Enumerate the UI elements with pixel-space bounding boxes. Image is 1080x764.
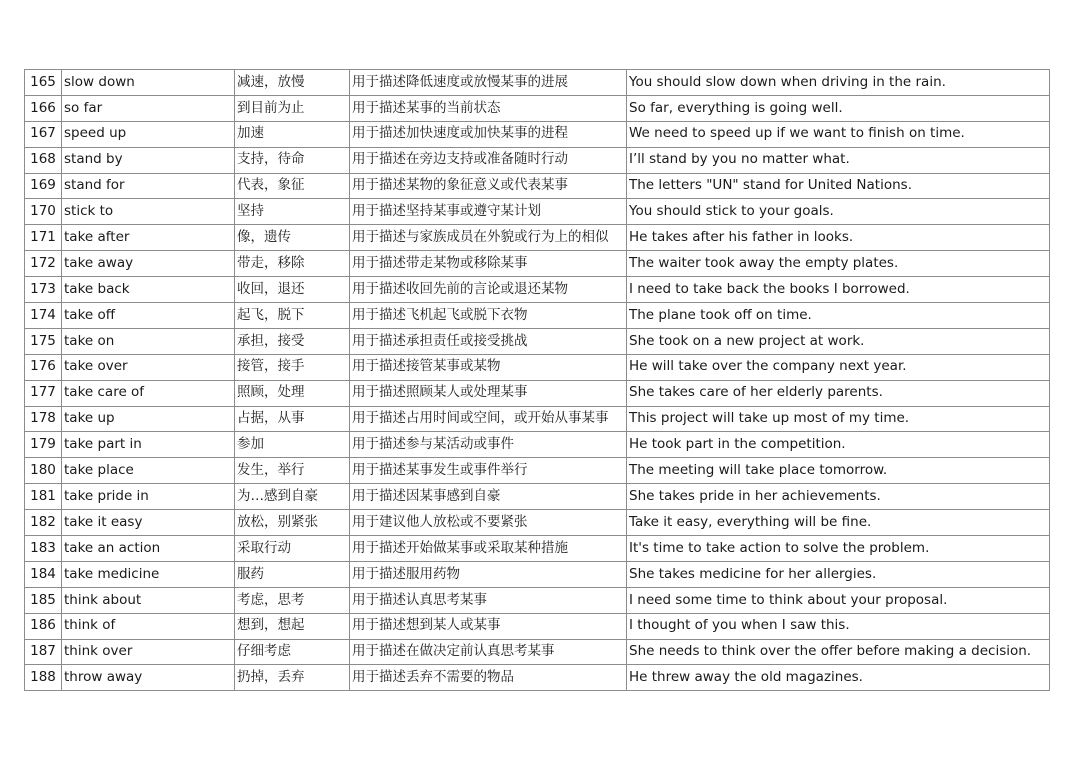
- chinese-meaning: 像，遗传: [235, 225, 350, 251]
- phrase-table: [24, 69, 1050, 691]
- row-number: 169: [25, 173, 62, 199]
- example-sentence: She takes care of her elderly parents.: [627, 380, 1050, 406]
- chinese-meaning: 承担，接受: [235, 328, 350, 354]
- english-phrase: stand for: [62, 173, 235, 199]
- usage-description: 用于描述带走某物或移除某事: [350, 251, 627, 277]
- chinese-meaning: 仔细考虑: [235, 639, 350, 665]
- example-sentence: You should stick to your goals.: [627, 199, 1050, 225]
- english-phrase: throw away: [62, 665, 235, 691]
- row-number: 184: [25, 561, 62, 587]
- row-number: 186: [25, 613, 62, 639]
- chinese-meaning: 发生，举行: [235, 458, 350, 484]
- row-number: 173: [25, 277, 62, 303]
- row-number: 174: [25, 303, 62, 329]
- row-number: 185: [25, 587, 62, 613]
- chinese-meaning: 想到，想起: [235, 613, 350, 639]
- example-sentence: We need to speed up if we want to finish on time.: [627, 121, 1050, 147]
- row-number: 178: [25, 406, 62, 432]
- table-row: [25, 95, 1050, 121]
- usage-description: 用于描述服用药物: [350, 561, 627, 587]
- chinese-meaning: 代表，象征: [235, 173, 350, 199]
- table-row: [25, 458, 1050, 484]
- example-sentence: He threw away the old magazines.: [627, 665, 1050, 691]
- english-phrase: take over: [62, 354, 235, 380]
- english-phrase: think about: [62, 587, 235, 613]
- table-row: [25, 665, 1050, 691]
- example-sentence: This project will take up most of my time.: [627, 406, 1050, 432]
- usage-description: 用于描述想到某人或某事: [350, 613, 627, 639]
- example-sentence: He took part in the competition.: [627, 432, 1050, 458]
- usage-description: 用于描述收回先前的言论或退还某物: [350, 277, 627, 303]
- chinese-meaning: 扔掉，丢弃: [235, 665, 350, 691]
- row-number: 165: [25, 70, 62, 96]
- chinese-meaning: 支持，待命: [235, 147, 350, 173]
- example-sentence: She took on a new project at work.: [627, 328, 1050, 354]
- example-sentence: It's time to take action to solve the problem.: [627, 536, 1050, 562]
- usage-description: 用于描述飞机起飞或脱下衣物: [350, 303, 627, 329]
- table-row: [25, 406, 1050, 432]
- usage-description: 用于描述与家族成员在外貌或行为上的相似: [350, 225, 627, 251]
- english-phrase: take back: [62, 277, 235, 303]
- row-number: 167: [25, 121, 62, 147]
- row-number: 176: [25, 354, 62, 380]
- chinese-meaning: 占据，从事: [235, 406, 350, 432]
- row-number: 188: [25, 665, 62, 691]
- row-number: 172: [25, 251, 62, 277]
- table-row: [25, 173, 1050, 199]
- english-phrase: take off: [62, 303, 235, 329]
- usage-description: 用于描述因某事感到自豪: [350, 484, 627, 510]
- usage-description: 用于描述开始做某事或采取某种措施: [350, 536, 627, 562]
- chinese-meaning: 采取行动: [235, 536, 350, 562]
- chinese-meaning: 起飞，脱下: [235, 303, 350, 329]
- table-row: [25, 328, 1050, 354]
- english-phrase: take care of: [62, 380, 235, 406]
- english-phrase: speed up: [62, 121, 235, 147]
- english-phrase: take after: [62, 225, 235, 251]
- usage-description: 用于描述接管某事或某物: [350, 354, 627, 380]
- english-phrase: take away: [62, 251, 235, 277]
- chinese-meaning: 加速: [235, 121, 350, 147]
- chinese-meaning: 为…感到自豪: [235, 484, 350, 510]
- example-sentence: She takes medicine for her allergies.: [627, 561, 1050, 587]
- english-phrase: so far: [62, 95, 235, 121]
- table-row: [25, 70, 1050, 96]
- example-sentence: I thought of you when I saw this.: [627, 613, 1050, 639]
- row-number: 171: [25, 225, 62, 251]
- english-phrase: take place: [62, 458, 235, 484]
- example-sentence: The waiter took away the empty plates.: [627, 251, 1050, 277]
- example-sentence: He takes after his father in looks.: [627, 225, 1050, 251]
- example-sentence: She needs to think over the offer before making a decision.: [627, 639, 1050, 665]
- chinese-meaning: 减速，放慢: [235, 70, 350, 96]
- example-sentence: She takes pride in her achievements.: [627, 484, 1050, 510]
- phrase-table-body: [25, 70, 1050, 691]
- english-phrase: take up: [62, 406, 235, 432]
- example-sentence: So far, everything is going well.: [627, 95, 1050, 121]
- english-phrase: take it easy: [62, 510, 235, 536]
- usage-description: 用于描述丢弃不需要的物品: [350, 665, 627, 691]
- usage-description: 用于描述占用时间或空间，或开始从事某事: [350, 406, 627, 432]
- example-sentence: You should slow down when driving in the rain.: [627, 70, 1050, 96]
- table-row: [25, 536, 1050, 562]
- english-phrase: think of: [62, 613, 235, 639]
- english-phrase: think over: [62, 639, 235, 665]
- table-row: [25, 380, 1050, 406]
- row-number: 170: [25, 199, 62, 225]
- usage-description: 用于描述在旁边支持或准备随时行动: [350, 147, 627, 173]
- row-number: 181: [25, 484, 62, 510]
- usage-description: 用于描述某物的象征意义或代表某事: [350, 173, 627, 199]
- table-row: [25, 303, 1050, 329]
- chinese-meaning: 照顾，处理: [235, 380, 350, 406]
- english-phrase: take medicine: [62, 561, 235, 587]
- table-row: [25, 484, 1050, 510]
- usage-description: 用于描述加快速度或加快某事的进程: [350, 121, 627, 147]
- table-row: [25, 277, 1050, 303]
- row-number: 182: [25, 510, 62, 536]
- usage-description: 用于描述某事发生或事件举行: [350, 458, 627, 484]
- example-sentence: I need some time to think about your proposal.: [627, 587, 1050, 613]
- chinese-meaning: 接管，接手: [235, 354, 350, 380]
- usage-description: 用于建议他人放松或不要紧张: [350, 510, 627, 536]
- row-number: 166: [25, 95, 62, 121]
- chinese-meaning: 考虑，思考: [235, 587, 350, 613]
- usage-description: 用于描述某事的当前状态: [350, 95, 627, 121]
- row-number: 183: [25, 536, 62, 562]
- usage-description: 用于描述降低速度或放慢某事的进展: [350, 70, 627, 96]
- usage-description: 用于描述认真思考某事: [350, 587, 627, 613]
- table-row: [25, 225, 1050, 251]
- chinese-meaning: 坚持: [235, 199, 350, 225]
- row-number: 175: [25, 328, 62, 354]
- usage-description: 用于描述坚持某事或遵守某计划: [350, 199, 627, 225]
- example-sentence: I need to take back the books I borrowed.: [627, 277, 1050, 303]
- table-row: [25, 587, 1050, 613]
- table-row: [25, 354, 1050, 380]
- english-phrase: take an action: [62, 536, 235, 562]
- chinese-meaning: 参加: [235, 432, 350, 458]
- table-row: [25, 432, 1050, 458]
- chinese-meaning: 放松，别紧张: [235, 510, 350, 536]
- english-phrase: take part in: [62, 432, 235, 458]
- usage-description: 用于描述照顾某人或处理某事: [350, 380, 627, 406]
- example-sentence: The meeting will take place tomorrow.: [627, 458, 1050, 484]
- usage-description: 用于描述参与某活动或事件: [350, 432, 627, 458]
- example-sentence: Take it easy, everything will be fine.: [627, 510, 1050, 536]
- table-row: [25, 510, 1050, 536]
- example-sentence: He will take over the company next year.: [627, 354, 1050, 380]
- table-row: [25, 199, 1050, 225]
- row-number: 168: [25, 147, 62, 173]
- usage-description: 用于描述在做决定前认真思考某事: [350, 639, 627, 665]
- table-row: [25, 561, 1050, 587]
- table-row: [25, 639, 1050, 665]
- chinese-meaning: 收回，退还: [235, 277, 350, 303]
- chinese-meaning: 带走，移除: [235, 251, 350, 277]
- example-sentence: The letters "UN" stand for United Nations.: [627, 173, 1050, 199]
- example-sentence: The plane took off on time.: [627, 303, 1050, 329]
- chinese-meaning: 到目前为止: [235, 95, 350, 121]
- row-number: 180: [25, 458, 62, 484]
- table-row: [25, 613, 1050, 639]
- example-sentence: I’ll stand by you no matter what.: [627, 147, 1050, 173]
- usage-description: 用于描述承担责任或接受挑战: [350, 328, 627, 354]
- table-row: [25, 147, 1050, 173]
- english-phrase: take on: [62, 328, 235, 354]
- row-number: 179: [25, 432, 62, 458]
- table-row: [25, 251, 1050, 277]
- english-phrase: take pride in: [62, 484, 235, 510]
- english-phrase: stick to: [62, 199, 235, 225]
- table-row: [25, 121, 1050, 147]
- chinese-meaning: 服药: [235, 561, 350, 587]
- row-number: 177: [25, 380, 62, 406]
- row-number: 187: [25, 639, 62, 665]
- english-phrase: stand by: [62, 147, 235, 173]
- english-phrase: slow down: [62, 70, 235, 96]
